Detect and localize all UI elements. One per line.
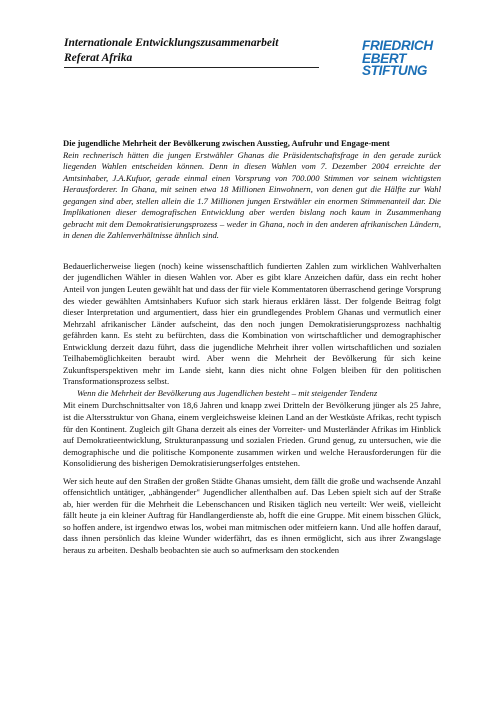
document-header	[64, 36, 319, 66]
section-subheading: Wenn die Mehrheit der Bevölkerung aus Jugendlichen besteht – mit steigender Tendenz	[77, 387, 378, 398]
article-body	[63, 138, 441, 557]
logo-word-friedrich: FRIEDRICH	[362, 38, 433, 53]
header-unit: Referat Afrika	[64, 52, 133, 64]
logo-word-stiftung: STIFTUNG	[362, 63, 428, 78]
article-lead: Rein rechnerisch hätten die jungen Erstwähler Ghanas die Präsidentschaftsfrage in den gerade zurück liegenden Wahlen entscheiden können. Denn in diesen Wahlen vom 7. Dezember 2004 erreichte der Amtsinhaber, J.A.Kufuor, gerade einmal einen Vorsprung von 700.000 Stimmen vor seinem wichtigsten Herausforderer. In Ghana, mit seinen etwa 18 Millionen Einwohnern, von denen gut die Hälfte zur Wahl gegangen sind aber, stellen allein die 1.7 Millionen jungen Erstwähler ein enormen Stimmenanteil dar. Die Implikationen dieser demografischen Entwicklung aber werden bislang noch kaum in Zusammenhang gebracht mit dem Demokratisierungsprozess – weder in Ghana, noch in den anderen afrikanischen Ländern, in denen die Zahlenverhältnisse ähnlich sind.	[63, 149, 441, 241]
fes-logo	[362, 40, 446, 78]
body-paragraph-1: Bedauerlicherweise liegen (noch) keine wissenschaftlich fundierten Zahlen zum wirklichen Wahlverhalten der jugendlichen Wähler in diesen Wahlen vor. Aber es gibt klare Anzeichen dafür, dass ein recht hoher Anteil von jungen Leuten gewählt hat und dass der für viele Kommentatoren überraschend geringe Vorsprung des wieder gewählten Amtsinhabers Kufuor sich stark hieraus erklären lässt. Der folgende Beitrag folgt dieser Interpretation und argumentiert, dass hier ein grundlegendes Problem Ghanas und vermutlich einer Mehrzahl afrikanischer Länder aufscheint, das den noch jungen Demokratisierungsprozess nachhaltig gefährden kann. Es steht zu befürchten, dass die Kombination von wirtschaftlicher und demographischer Entwicklung derzeit dazu führt, dass die jugendliche Mehrheit ihrer vollen wirtschaftlichen und sozialen Teilhabemöglichkeiten beraubt wird. Aber wenn die Mehrheit der Bevölkerung für sich keine Zukunftsperspektiven mehr im Lande sieht, kann dies nicht ohne Folgen bleiben für den politischen Transformationsprozess selbst.	[63, 260, 441, 387]
body-paragraph-3: Wer sich heute auf den Straßen der großen Städte Ghanas umsieht, dem fällt die große und wachsende Anzahl offensichtlich untätiger, „abhängender" Jugendlicher allenthalben auf. Das Leben spielt sich auf der Straße ab, hier werden für die Mehrheit die Lebenschancen und Risiken täglich neu verteilt: Wer weiß, vielleicht fällt heute ja ein kleiner Auftrag für Handlangerdienste ab, hofft die eine Gruppe. Mit einem bisschen Glück, so hoffen andere, ist irgendwo etwas los, wobei man mitmischen oder mitfeiern kann. Und alle hoffen darauf, dass ihnen persönlich das kleine Wunder widerfährt, das es ihnen ermöglicht, sich aus ihrer Zwangslage heraus zu arbeiten. Deshalb beobachten sie auch so aufmerksam den stockenden	[63, 475, 441, 555]
header-department: Internationale Entwicklungszusammenarbeit	[64, 37, 279, 49]
logo-word-ebert: EBERT	[362, 50, 407, 66]
body-paragraph-2: Mit einem Durchschnittsalter von 18,6 Jahren und knapp zwei Dritteln der Bevölkerung jünger als 25 Jahre, ist die Altersstruktur von Ghana, einem vergleichsweise kleinen Land an der Westküste Afrikas, recht typisch für den Kontinent. Zugleich gilt Ghana derzeit als eines der Vorreiter- und Musterländer Afrikas im Hinblick auf Demokratieentwicklung, Strukturanpassung und sozialen Frieden. Grund genug, zu untersuchen, wie die demographische und die politische Komponente zusammen wirken und welche Herausforderungen für die Konsolidierung des bisherigen Demokratisierungserfolges entstehen.	[63, 400, 441, 469]
header-divider	[64, 67, 319, 68]
article-title: Die jugendliche Mehrheit der Bevölkerung zwischen Ausstieg, Aufruhr und Engage-ment	[63, 138, 390, 148]
